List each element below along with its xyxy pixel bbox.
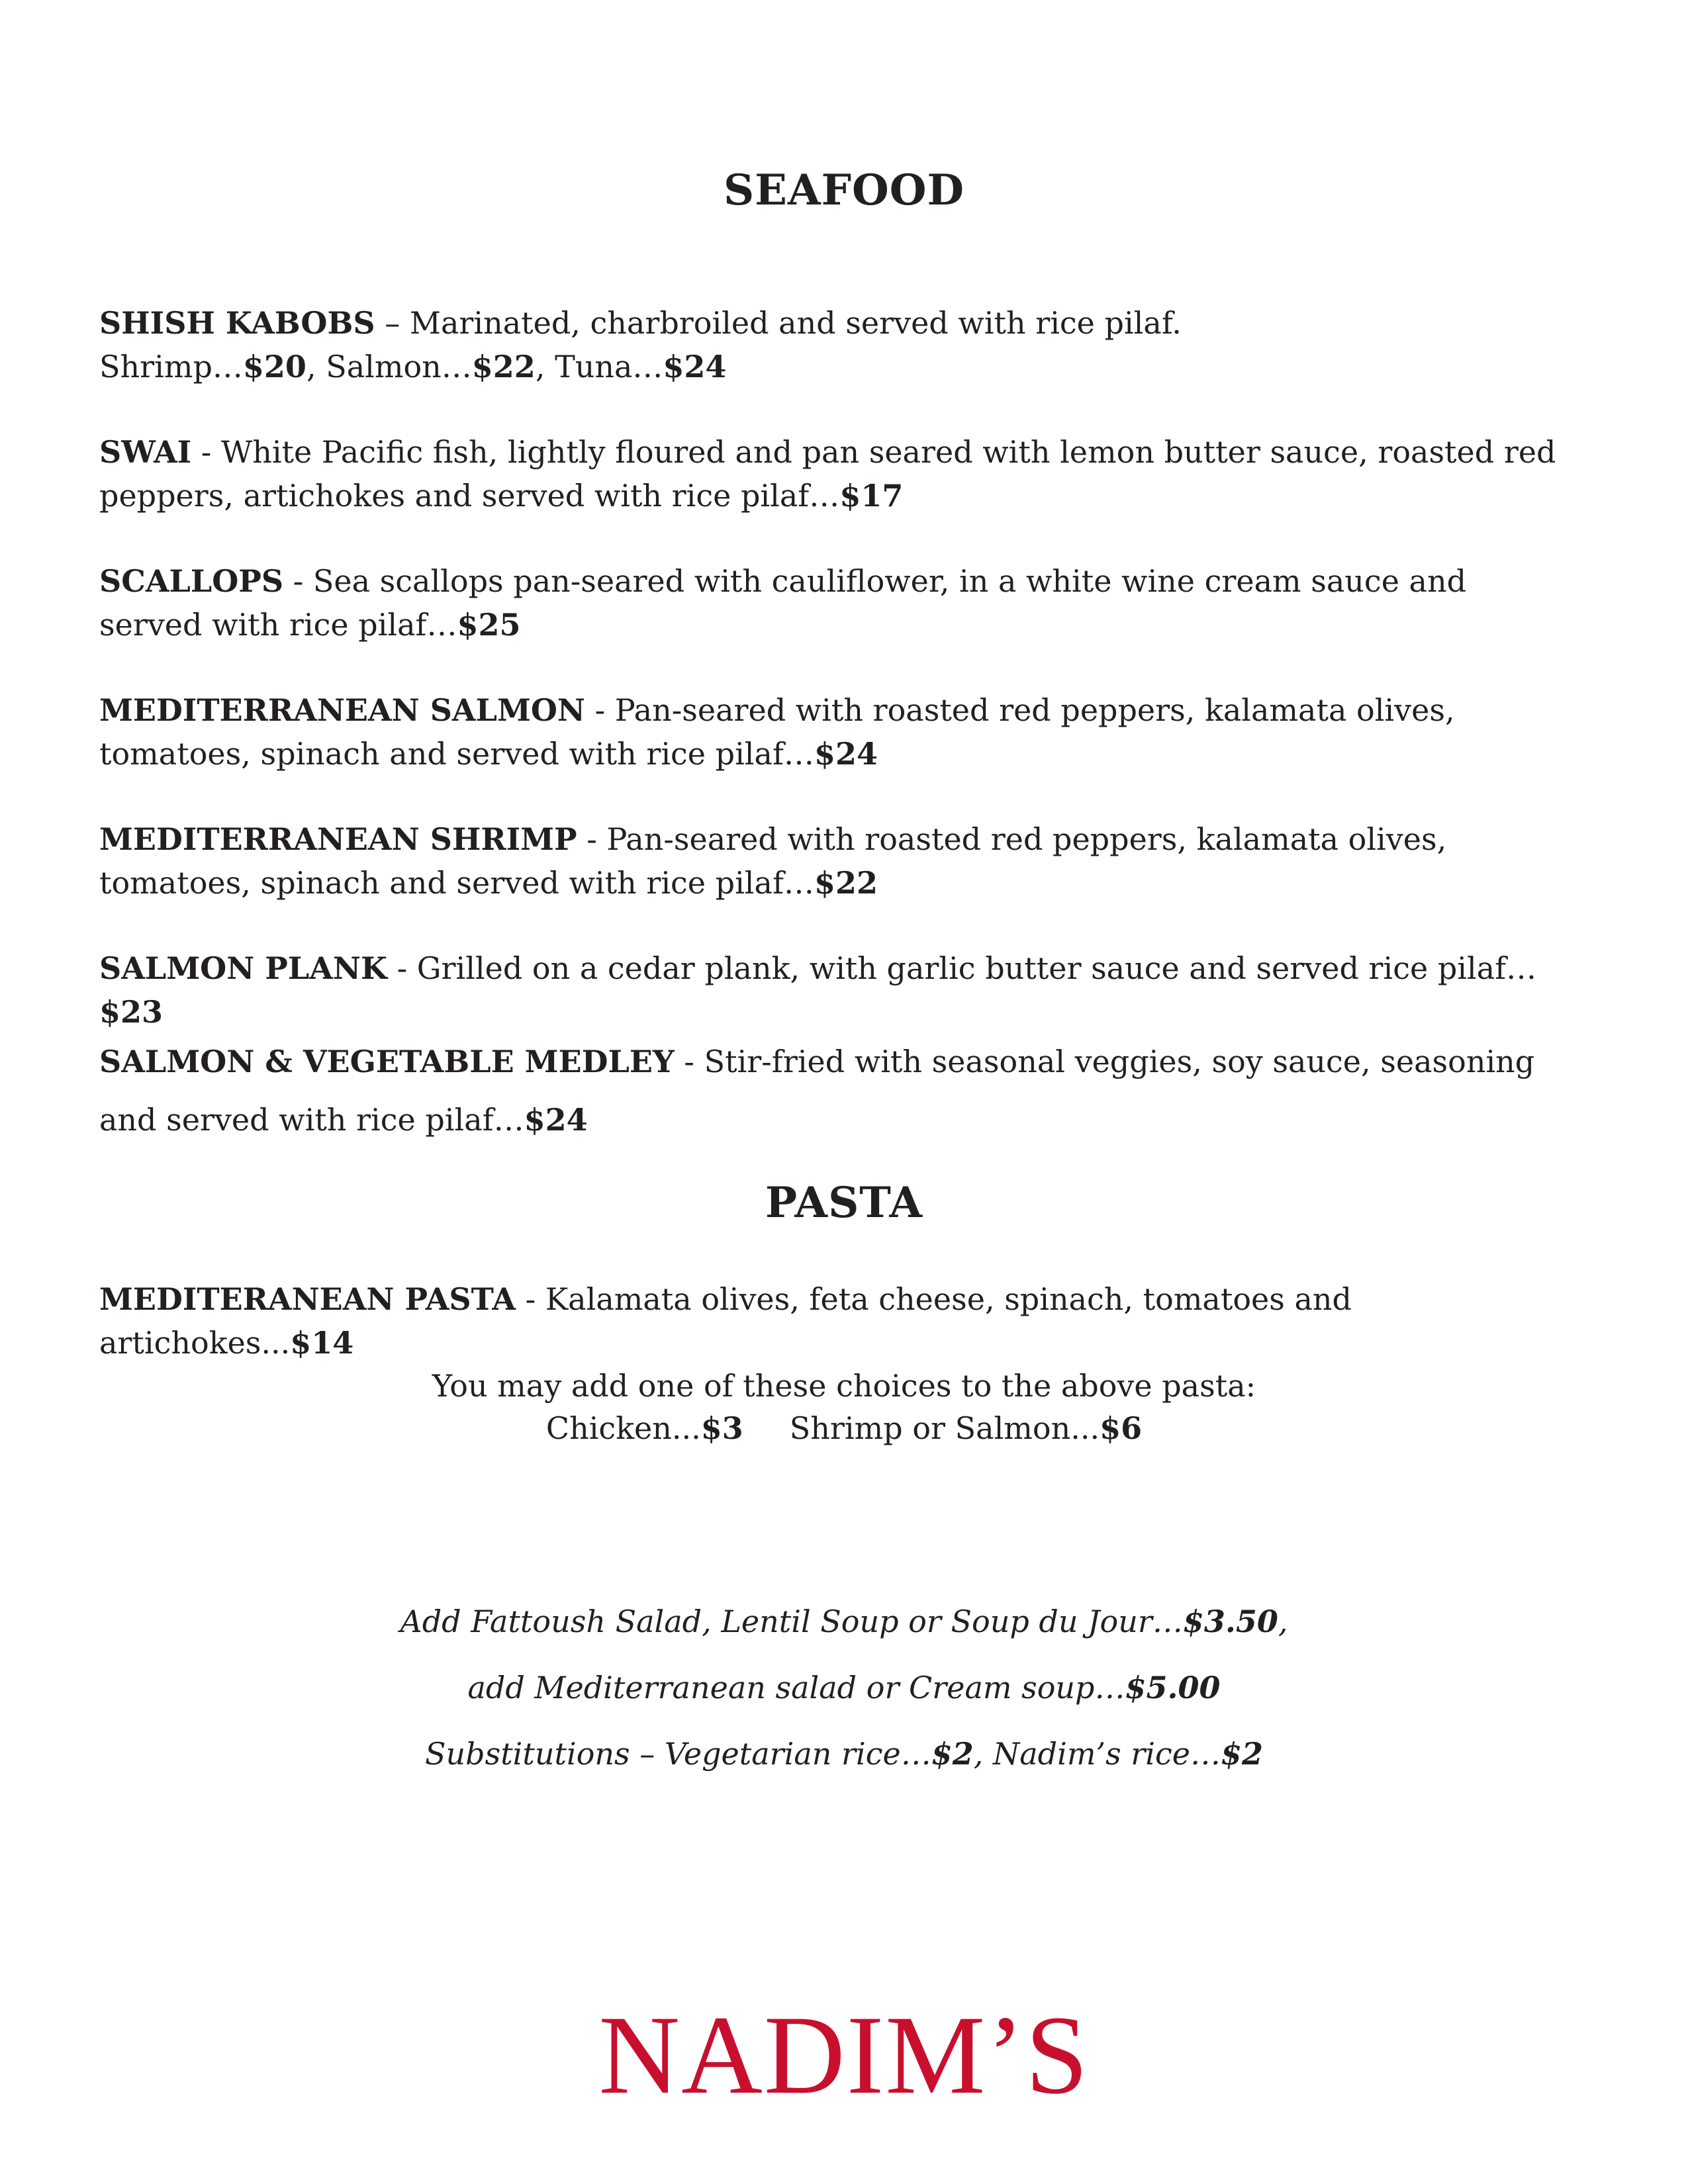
- item-name: SALMON PLANK: [99, 950, 387, 986]
- option-label: Tuna…: [555, 349, 663, 385]
- item-description: - Kalamata olives, feta cheese, spinach, tomatoes and artichokes...: [99, 1281, 1352, 1361]
- option-label: Shrimp…: [99, 349, 243, 385]
- item-price: $23: [99, 994, 164, 1030]
- item-description: - White Pacific fish, lightly floured and pan seared with lemon butter sauce, roasted red peppers, artichokes and served with rice pilaf…: [99, 434, 1556, 514]
- item-price: $14: [290, 1325, 354, 1361]
- option-price: $22: [471, 349, 536, 385]
- addons-intro: You may add one of these choices to the above pasta:: [432, 1368, 1256, 1404]
- separator: ,: [535, 349, 555, 385]
- extras-text: Add Fattoush Salad, Lentil Soup or Soup du Jour…: [400, 1604, 1183, 1639]
- item-description: - Stir-fried with seasonal veggies, soy sauce, seasoning and served with rice pilaf…: [99, 1044, 1535, 1138]
- extras-price: $2: [931, 1736, 974, 1772]
- item-description: - Sea scallops pan-seared with cauliflower, in a white wine cream sauce and served with rice pilaf…: [99, 563, 1467, 643]
- addon-price: $3: [700, 1410, 743, 1446]
- menu-item-scallops: [99, 559, 1575, 647]
- item-name: SHISH KABOBS: [99, 305, 375, 341]
- item-name: SALMON & VEGETABLE MEDLEY: [99, 1044, 675, 1079]
- pasta-addons: [0, 1365, 1688, 1449]
- option-label: Salmon…: [326, 349, 472, 385]
- menu-item-salmon-plank: [99, 946, 1575, 1034]
- extras-tail: ,: [1278, 1604, 1288, 1639]
- menu-item-swai: [99, 430, 1575, 518]
- item-description: - Grilled on a cedar plank, with garlic butter sauce and served rice pilaf…: [387, 950, 1537, 986]
- item-price: $24: [814, 736, 878, 772]
- extras-text: , Nadim’s rice…: [973, 1736, 1221, 1772]
- seafood-heading: SEAFOOD: [723, 165, 965, 215]
- addon-label: Shrimp or Salmon...: [789, 1410, 1100, 1446]
- extras-price: $5.00: [1125, 1670, 1221, 1706]
- option-price: $20: [242, 349, 306, 385]
- item-name: MEDITERANEAN PASTA: [99, 1281, 516, 1317]
- pasta-heading: PASTA: [765, 1178, 923, 1228]
- extras-price: $2: [1220, 1736, 1263, 1772]
- extras-line-substitutions: [0, 1721, 1688, 1787]
- item-price: $24: [524, 1102, 588, 1138]
- item-name: SWAI: [99, 434, 192, 470]
- menu-item-salmon-vegetable-medley: [99, 1032, 1575, 1149]
- addons-options: [0, 1407, 1688, 1449]
- item-price: $25: [457, 607, 521, 643]
- item-price: $22: [814, 865, 878, 901]
- item-name: MEDITERRANEAN SHRIMP: [99, 821, 577, 857]
- menu-item-mediteranean-pasta: [99, 1277, 1575, 1365]
- item-name: MEDITERRANEAN SALMON: [99, 692, 585, 728]
- nadims-logo: NADIM’S: [598, 1993, 1090, 2117]
- addon-label: Chicken...: [545, 1410, 701, 1446]
- extras-text: Substitutions – Vegetarian rice…: [425, 1736, 931, 1772]
- menu-item-mediterranean-salmon: [99, 688, 1575, 776]
- item-name: SCALLOPS: [99, 563, 284, 599]
- option-price: $24: [663, 349, 727, 385]
- extras-line-soup-salad: [0, 1588, 1688, 1655]
- item-description: – Marinated, charbroiled and served with rice pilaf.: [375, 305, 1182, 341]
- menu-item-mediterranean-shrimp: [99, 817, 1575, 905]
- addon-price: $6: [1100, 1410, 1143, 1446]
- separator: ,: [306, 349, 326, 385]
- extras-section: [0, 1588, 1688, 1787]
- extras-text: add Mediterranean salad or Cream soup…: [467, 1670, 1125, 1706]
- extras-price: $3.50: [1182, 1604, 1278, 1639]
- item-price: $17: [839, 478, 904, 514]
- item-description: - Pan-seared with roasted red peppers, kalamata olives, tomatoes, spinach and served with rice pilaf…: [99, 821, 1447, 901]
- item-description: - Pan-seared with roasted red peppers, kalamata olives, tomatoes, spinach and served with rice pilaf…: [99, 692, 1455, 772]
- extras-line-cream-soup: [0, 1655, 1688, 1721]
- menu-item-shish-kabobs: [99, 301, 1575, 388]
